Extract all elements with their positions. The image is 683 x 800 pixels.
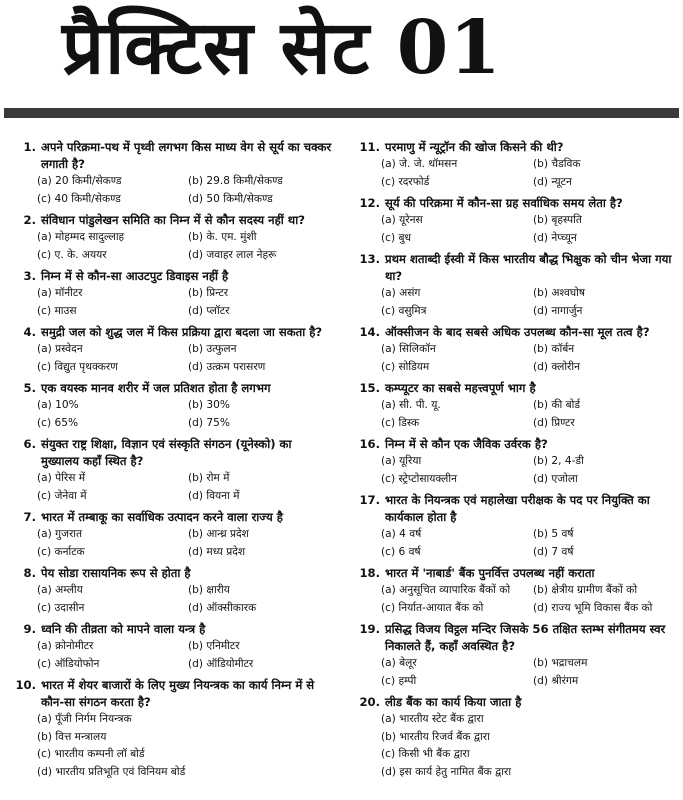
options-grid xyxy=(6,229,333,264)
option-a: (a) 10% xyxy=(37,399,79,411)
option-a: (a) प्रस्वेदन xyxy=(37,343,83,355)
question-line xyxy=(6,436,333,470)
option-c: (c) 6 वर्ष xyxy=(381,545,421,558)
question-text: भारत में 'नाबार्ड' बैंक पुनर्वित्त उपलब्ध नहीं कराता xyxy=(385,566,595,580)
option-a: (a) जे. जे. थॉमसन xyxy=(381,158,458,170)
question-text: सूर्य की परिक्रमा में कौन-सा ग्रह सर्वाधिक समय लेता है? xyxy=(385,196,623,210)
question-text: पेय सोडा रासायनिक रूप से होता है xyxy=(41,566,191,580)
option-c: (c) सोडियम xyxy=(381,360,430,373)
option-b: (b) भद्राचलम xyxy=(533,657,588,669)
option-a: (a) अनुसूचित व्यापारिक बैंकों को xyxy=(381,584,511,596)
question-text: प्रथम शताब्दी ईस्वी में किस भारतीय बौद्ध भिक्षुक को चीन भेजा गया था? xyxy=(385,252,672,283)
options-grid xyxy=(350,711,679,781)
question-number: 6. xyxy=(23,437,36,451)
question-number: 2. xyxy=(23,213,36,227)
option-a: (a) 20 किमी/सेकण्ड xyxy=(37,175,122,187)
option-a: (a) असंग xyxy=(381,287,421,299)
right-column xyxy=(350,139,679,785)
option-b: (b) आन्ध्र प्रदेश xyxy=(188,528,249,540)
option-c: (c) वसुमित्र xyxy=(381,304,427,317)
question-text: ध्वनि की तीव्रता को मापने वाला यन्त्र है xyxy=(41,622,206,636)
option-d: (d) जवाहर लाल नेहरू xyxy=(188,248,277,261)
option-a: (a) क्रोनोमीटर xyxy=(37,640,94,652)
question-6 xyxy=(6,436,333,505)
question-text: संयुक्त राष्ट्र शिक्षा, विज्ञान एवं संस्कृति संगठन (यूनेस्को) का मुख्यालय कहाँ स्थित है? xyxy=(41,437,292,468)
option-b: (b) कॉर्बन xyxy=(533,343,575,355)
question-text: समुद्री जल को शुद्ध जल में किस प्रक्रिया द्वारा बदला जा सकता है? xyxy=(41,325,323,339)
question-text: भारत में शेयर बाजारों के लिए मुख्य नियन्त्रक का कार्य निम्न में से कौन-सा संगठन करता है? xyxy=(41,678,315,709)
option-a: (a) पेरिस में xyxy=(37,472,86,484)
option-b: (b) बृहस्पति xyxy=(533,214,582,226)
option-c: (c) भारतीय कम्पनी लॉ बोर्ड xyxy=(37,748,145,760)
options-grid xyxy=(6,341,333,376)
option-b: (b) 29.8 किमी/सेकण्ड xyxy=(188,175,283,187)
options-grid xyxy=(350,453,679,488)
option-a: (a) सी. पी. यू. xyxy=(381,399,441,411)
question-line xyxy=(6,677,333,711)
option-c: (c) डिस्क xyxy=(381,416,420,429)
question-number: 20. xyxy=(359,695,380,709)
question-line xyxy=(350,251,679,285)
option-b: (b) के. एम. मुंशी xyxy=(188,231,257,243)
option-d: (d) 7 वर्ष xyxy=(533,545,574,558)
question-number: 9. xyxy=(23,622,36,636)
option-c: (c) ए. के. अययर xyxy=(37,248,107,261)
option-c: (c) किसी भी बैंक द्वारा xyxy=(381,748,470,760)
question-number: 5. xyxy=(23,381,36,395)
option-d: (d) इस कार्य हेतु नामित बैंक द्वारा xyxy=(381,765,512,778)
question-text: निम्न में से कौन एक जैविक उर्वरक है? xyxy=(385,437,548,451)
option-b: (b) भारतीय रिजर्व बैंक द्वारा xyxy=(381,730,490,743)
question-3 xyxy=(6,268,333,320)
question-20 xyxy=(350,694,679,781)
option-a: (a) सिलिकॉन xyxy=(381,343,436,355)
option-d: (d) नागार्जुन xyxy=(533,304,583,317)
option-a: (a) अम्लीय xyxy=(37,584,83,596)
question-5 xyxy=(6,380,333,432)
question-line xyxy=(6,212,333,229)
option-b: (b) चैडविक xyxy=(533,158,581,170)
option-a: (a) 4 वर्ष xyxy=(381,528,422,540)
question-number: 19. xyxy=(359,622,380,636)
question-line xyxy=(6,324,333,341)
option-b: (b) वित्त मन्त्रालय xyxy=(37,730,107,743)
options-grid xyxy=(350,655,679,690)
option-b: (b) की बोर्ड xyxy=(533,399,581,411)
options-grid xyxy=(350,526,679,561)
page-title: प्रैक्टिस सेट 01 xyxy=(62,5,502,91)
option-d: (d) 50 किमी/सेकण्ड xyxy=(188,192,273,205)
question-text: परमाणु में न्यूट्रॉन की खोज किसने की थी? xyxy=(385,140,564,154)
question-line xyxy=(350,565,679,582)
question-text: एक वयस्क मानव शरीर में जल प्रतिशत होता है लगभग xyxy=(41,381,271,395)
question-text: भारत के नियन्त्रक एवं महालेखा परीक्षक के पद पर नियुक्ति का कार्यकाल होता है xyxy=(385,493,650,524)
question-line xyxy=(6,565,333,582)
option-c: (c) स्ट्रेप्टोसायक्लीन xyxy=(381,472,457,485)
question-line xyxy=(6,380,333,397)
option-a: (a) गुजरात xyxy=(37,528,83,540)
question-8 xyxy=(6,565,333,617)
option-d: (d) श्रीरंगम xyxy=(533,674,579,687)
option-d: (d) न्यूटन xyxy=(533,175,572,188)
option-c: (c) निर्यात-आयात बैंक को xyxy=(381,601,484,614)
question-text: कम्प्यूटर का सबसे महत्त्वपूर्ण भाग है xyxy=(385,381,536,395)
options-grid xyxy=(6,711,333,781)
option-d: (d) नेप्च्यून xyxy=(533,231,577,244)
options-grid xyxy=(350,156,679,191)
option-c: (c) उदासीन xyxy=(37,601,85,614)
options-grid xyxy=(6,582,333,617)
option-b: (b) क्षेत्रीय ग्रामीण बैंकों को xyxy=(533,584,638,596)
question-line xyxy=(350,436,679,453)
option-b: (b) रोम में xyxy=(188,472,230,484)
options-grid xyxy=(6,638,333,673)
question-number: 18. xyxy=(359,566,380,580)
question-18 xyxy=(350,565,679,617)
question-9 xyxy=(6,621,333,673)
option-d: (d) वियना में xyxy=(188,489,240,502)
option-a: (a) पूँजी निर्गम नियन्त्रक xyxy=(37,713,132,725)
option-c: (c) हम्पी xyxy=(381,674,417,687)
question-line xyxy=(350,139,679,156)
question-16 xyxy=(350,436,679,488)
question-number: 10. xyxy=(15,678,36,692)
option-a: (a) मॉनीटर xyxy=(37,287,83,299)
option-c: (c) ऑडियोफोन xyxy=(37,657,100,670)
question-number: 12. xyxy=(359,196,380,210)
option-d: (d) प्रिण्टर xyxy=(533,416,575,429)
question-10 xyxy=(6,677,333,781)
option-c: (c) बुध xyxy=(381,231,412,244)
option-d: (d) राज्य भूमि विकास बैंक को xyxy=(533,601,653,614)
option-b: (b) 5 वर्ष xyxy=(533,528,574,540)
question-number: 16. xyxy=(359,437,380,451)
option-d: (d) उत्क्रम परासरण xyxy=(188,360,266,373)
question-line xyxy=(350,195,679,212)
question-2 xyxy=(6,212,333,264)
option-d: (d) 75% xyxy=(188,416,230,429)
option-b: (b) क्षारीय xyxy=(188,584,230,596)
question-text: लीड बैंक का कार्य किया जाता है xyxy=(385,695,522,709)
question-number: 8. xyxy=(23,566,36,580)
option-b: (b) 30% xyxy=(188,399,230,411)
option-d: (d) ऑक्सीकारक xyxy=(188,601,257,614)
question-17 xyxy=(350,492,679,561)
question-number: 15. xyxy=(359,381,380,395)
question-number: 1. xyxy=(23,140,36,154)
question-number: 11. xyxy=(359,140,380,154)
options-grid xyxy=(350,285,679,320)
question-number: 13. xyxy=(359,252,380,266)
question-number: 17. xyxy=(359,493,380,507)
option-a: (a) यूरेनस xyxy=(381,214,423,226)
options-grid xyxy=(350,341,679,376)
option-d: (d) क्लोरीन xyxy=(533,360,581,373)
question-19 xyxy=(350,621,679,690)
question-text: ऑक्सीजन के बाद सबसे अधिक उपलब्ध कौन-सा मूल तत्व है? xyxy=(385,325,650,339)
question-line xyxy=(350,324,679,341)
question-number: 14. xyxy=(359,325,380,339)
left-column xyxy=(6,139,333,785)
options-grid xyxy=(6,173,333,208)
option-d: (d) एजोला xyxy=(533,472,578,485)
question-text: प्रसिद्ध विजय विट्ठल मन्दिर जिसके 56 तक्षित स्तम्भ संगीतमय स्वर निकालते हैं, कहाँ अवस्थित है? xyxy=(385,622,666,653)
option-c: (c) रदरफोर्ड xyxy=(381,175,430,188)
option-c: (c) कर्नाटक xyxy=(37,545,85,558)
question-14 xyxy=(350,324,679,376)
question-line xyxy=(6,139,333,173)
option-c: (c) 65% xyxy=(37,416,79,429)
option-c: (c) विद्युत पृथक्करण xyxy=(37,360,118,373)
option-b: (b) अश्वघोष xyxy=(533,287,585,299)
question-12 xyxy=(350,195,679,247)
options-grid xyxy=(6,526,333,561)
option-d: (d) मध्य प्रदेश xyxy=(188,545,246,558)
option-d: (d) प्लॉटर xyxy=(188,304,230,317)
question-line xyxy=(350,694,679,711)
option-b: (b) उत्फुलन xyxy=(188,343,237,355)
question-number: 4. xyxy=(23,325,36,339)
question-text: निम्न में से कौन-सा आउटपुट डिवाइस नहीं है xyxy=(41,269,229,283)
option-c: (c) जेनेवा में xyxy=(37,489,87,502)
question-11 xyxy=(350,139,679,191)
question-number: 7. xyxy=(23,510,36,524)
title-divider xyxy=(4,108,679,118)
question-text: अपने परिक्रमा-पथ में पृथ्वी लगभग किस माध्य वेग से सूर्य का चक्कर लगाती है? xyxy=(41,140,332,171)
question-line xyxy=(350,380,679,397)
question-15 xyxy=(350,380,679,432)
option-a: (a) बेलूर xyxy=(381,657,417,669)
options-grid xyxy=(6,470,333,505)
option-b: (b) 2, 4-डी xyxy=(533,455,584,467)
option-c: (c) 40 किमी/सेकण्ड xyxy=(37,192,121,205)
question-number: 3. xyxy=(23,269,36,283)
question-4 xyxy=(6,324,333,376)
options-grid xyxy=(6,285,333,320)
option-a: (a) भारतीय स्टेट बैंक द्वारा xyxy=(381,713,484,725)
option-a: (a) मोहम्मद सादुल्लाह xyxy=(37,231,125,243)
options-grid xyxy=(350,397,679,432)
option-b: (b) प्रिन्टर xyxy=(188,287,229,299)
question-7 xyxy=(6,509,333,561)
question-line xyxy=(6,509,333,526)
question-line xyxy=(6,268,333,285)
question-13 xyxy=(350,251,679,320)
option-b: (b) एनिमीटर xyxy=(188,640,240,652)
options-grid xyxy=(6,397,333,432)
option-c: (c) माउस xyxy=(37,304,77,317)
options-grid xyxy=(350,582,679,617)
question-text: भारत में तम्बाकू का सर्वाधिक उत्पादन करने वाला राज्य है xyxy=(41,510,283,524)
question-line xyxy=(6,621,333,638)
options-grid xyxy=(350,212,679,247)
option-a: (a) यूरिया xyxy=(381,455,422,467)
question-line xyxy=(350,492,679,526)
option-d: (d) ऑडियोमीटर xyxy=(188,657,254,670)
question-line xyxy=(350,621,679,655)
question-1 xyxy=(6,139,333,208)
question-text: संविधान पांडुलेखन समिति का निम्न में से कौन सदस्य नहीं था? xyxy=(41,213,305,227)
option-d: (d) भारतीय प्रतिभूति एवं विनियम बोर्ड xyxy=(37,765,186,778)
